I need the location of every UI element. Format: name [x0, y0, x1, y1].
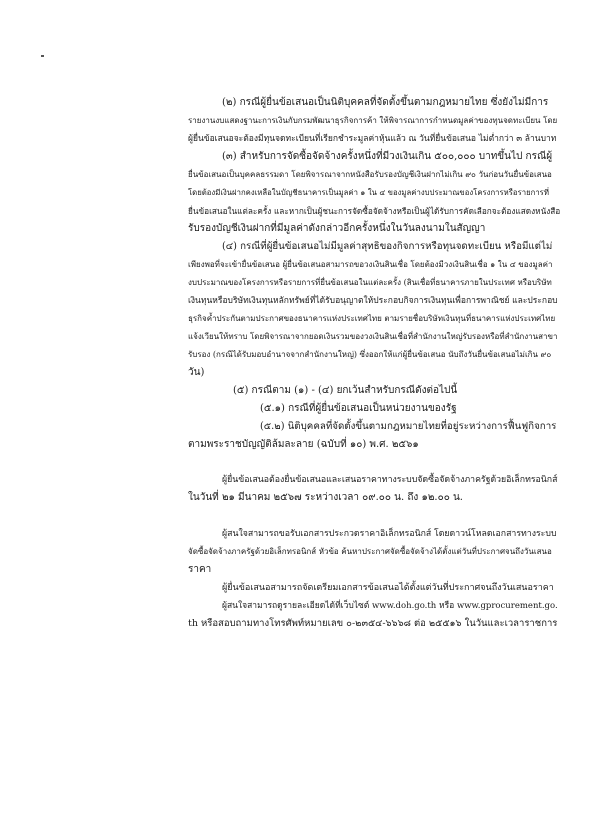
item-4-line-2: เพียงพอที่จะเข้ายื่นข้อเสนอ ผู้ยื่นข้อเสนอสามารถขอวงเงินสินเชื่อ โดยต้องมีวงเงินสินเชื่อ ๑ ใน ๔ ของมูลค่า	[188, 260, 553, 269]
item-3-line-3: โดยต้องมีเงินฝากคงเหลือในบัญชีธนาคารเป็นมูลค่า ๑ ใน ๔ ของมูลค่างบประมาณของโครงการหรือรายการที่	[188, 188, 549, 197]
item-2-line-2: รายงานงบแสดงฐานะการเงินกับกรมพัฒนาธุรกิจการค้า ให้พิจารณาการกำหนดมูลค่าของทุนจดทะเบียน โดย	[188, 116, 558, 125]
item-5-heading: (๕) กรณีตาม (๑) - (๔) ยกเว้นสำหรับกรณีดังต่อไปนี้	[233, 385, 458, 396]
download-line-1: ผู้สนใจสามารถขอรับเอกสารประกวดราคาอิเล็กทรอนิกส์ โดยดาวน์โหลดเอกสารทางระบบ	[222, 529, 557, 539]
submission-line-2: ในวันที่ ๒๑ มีนาคม ๒๕๖๗ ระหว่างเวลา ๐๙.๐๐ น. ถึง ๑๒.๐๐ น.	[188, 492, 463, 503]
item-5-2-line-1: (๕.๒) นิติบุคคลที่จัดตั้งขึ้นตามกฎหมายไทยที่อยู่ระหว่างการฟื้นฟูกิจการ	[260, 421, 557, 432]
item-4-line-3: งบประมาณของโครงการหรือรายการที่ยื่นข้อเสนอในแต่ละครั้ง (สินเชื่อที่ธนาคารภายในประเทศ หรือบริษัท	[188, 278, 552, 287]
item-3-line-5: รับรองบัญชีเงินฝากที่มีมูลค่าดังกล่าวอีกครั้งหนึ่งในวันลงนามในสัญญา	[188, 223, 486, 234]
item-5-1: (๕.๑) กรณีที่ผู้ยื่นข้อเสนอเป็นหน่วยงานของรัฐ	[260, 403, 457, 414]
item-4-line-5: ธุรกิจค้ำประกันตามประกาศของธนาคารแห่งประเทศไทย ตามรายชื่อบริษัทเงินทุนที่ธนาคารแห่งประเทศไทย	[188, 314, 556, 323]
item-4-line-4: เงินทุนหรือบริษัทเงินทุนหลักทรัพย์ที่ได้รับอนุญาตให้ประกอบกิจการเงินทุนเพื่อการพาณิชย์ และประกอบ	[188, 296, 558, 306]
download-line-2: จัดซื้อจัดจ้างภาครัฐด้วยอิเล็กทรอนิกส์ หัวข้อ ค้นหาประกาศจัดซื้อจัดจ้างได้ตั้งแต่วันที่ประกาศจนถึงวันเสนอ	[188, 547, 552, 556]
item-3-line-1: (๓) สำหรับการจัดซื้อจัดจ้างครั้งหนึ่งที่มีวงเงินเกิน ๕๐๐,๐๐๐ บาทขึ้นไป กรณีผู้	[222, 151, 553, 162]
item-2-line-3: ผู้ยื่นข้อเสนอจะต้องมีทุนจดทะเบียนที่เรียกชำระมูลค่าหุ้นแล้ว ณ วันที่ยื่นข้อเสนอ ไม่ต่ำกว่า ๓ ล้านบาท	[188, 134, 557, 144]
item-4-line-6: แจ้งเวียนให้ทราบ โดยพิจารณาจากยอดเงินรวมของวงเงินสินเชื่อที่สำนักงานใหญ่รับรองหรือที่สำนักงานสาขา	[188, 332, 558, 341]
item-3-line-2: ยื่นข้อเสนอเป็นบุคคลธรรมดา โดยพิจารณาจากหนังสือรับรองบัญชีเงินฝากไม่เกิน ๙๐ วันก่อนวันยื่นข้อเสนอ	[188, 170, 552, 179]
item-4-line-1: (๔) กรณีที่ผู้ยื่นข้อเสนอไม่มีมูลค่าสุทธิของกิจการหรือทุนจดทะเบียน หรือมีแต่ไม่	[222, 241, 553, 252]
item-2-line-1: (๒) กรณีผู้ยื่นข้อเสนอเป็นนิติบุคคลที่จัดตั้งขึ้นตามกฎหมายไทย ซึ่งยังไม่มีการ	[222, 97, 549, 108]
item-4-line-7: รับรอง (กรณีได้รับมอบอำนาจจากสำนักงานใหญ่) ซึ่งออกให้แก่ผู้ยื่นข้อเสนอ นับถึงวันยื่นข้อเสนอไม่เกิน ๙๐	[188, 350, 552, 359]
prepare-line: ผู้ยื่นข้อเสนอสามารถจัดเตรียมเอกสารข้อเสนอได้ตั้งแต่วันที่ประกาศจนถึงวันเสนอราคา	[222, 583, 554, 593]
margin-mark	[41, 55, 44, 57]
item-4-line-8: วัน)	[188, 367, 205, 378]
download-line-3: ราคา	[188, 564, 212, 575]
website-line-1: ผู้สนใจสามารถดูรายละเอียดได้ที่เว็บไซต์ www.doh.go.th หรือ www.gprocurement.go.	[222, 601, 558, 611]
item-5-2-line-2: ตามพระราชบัญญัติล้มละลาย (ฉบับที่ ๑๐) พ.ศ. ๒๕๖๑	[188, 439, 419, 450]
submission-line-1: ผู้ยื่นข้อเสนอต้องยื่นข้อเสนอและเสนอราคาทางระบบจัดซื้อจัดจ้างภาครัฐด้วยอิเล็กทรอนิกส์	[222, 475, 558, 485]
item-3-line-4: ยื่นข้อเสนอในแต่ละครั้ง และหากเป็นผู้ชนะการจัดซื้อจัดจ้างหรือเป็นผู้ได้รับการคัดเลือกจะต้องแสดงหนังสือ	[188, 206, 561, 216]
website-line-2: th หรือสอบถามทางโทรศัพท์หมายเลข ๐-๒๓๕๔-๖๖๖๘ ต่อ ๒๕๕๑๖ ในวันและเวลาราชการ	[188, 618, 558, 629]
